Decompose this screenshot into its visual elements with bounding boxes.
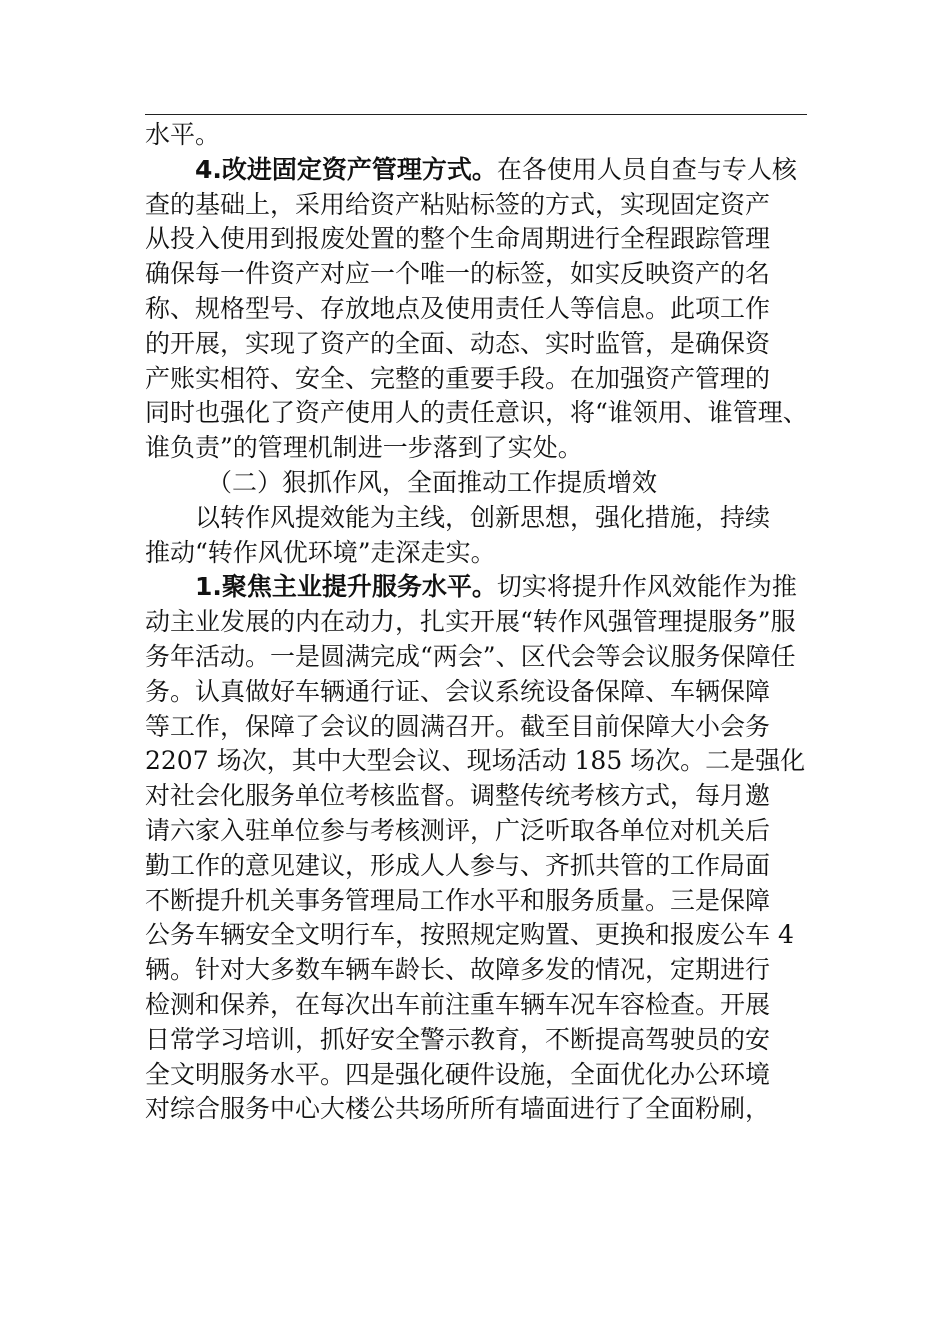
text-line: 日常学习培训，抓好安全警示教育，不断提高驾驶员的安 — [145, 1024, 771, 1054]
text-line: 2207 场次，其中大型会议、现场活动 185 场次。二是强化 — [145, 746, 806, 776]
text-line: 检测和保养，在每次出车前注重车辆车况车容检查。开展 — [145, 989, 771, 1019]
text-line: 确保每一件资产对应一个唯一的标签，如实反映资产的名 — [145, 259, 771, 289]
text-line: 谁负责”的管理机制进一步落到了实处。 — [145, 433, 583, 463]
item-heading: 1.聚焦主业提升服务水平。 — [195, 572, 497, 602]
text-run: 在各使用人员自查与专人核 — [496, 154, 797, 184]
text-line: 同时也强化了资产使用人的责任意识，将“谁领用、谁管理、 — [145, 398, 808, 428]
text-line: 等工作，保障了会议的圆满召开。截至目前保障大小会务 — [145, 711, 771, 741]
text-line: 务。认真做好车辆通行证、会议系统设备保障、车辆保障 — [145, 676, 771, 706]
text-line: 不断提升机关事务管理局工作水平和服务质量。三是保障 — [145, 885, 771, 915]
text-line: 请六家入驻单位参与考核测评，广泛听取各单位对机关后 — [145, 815, 771, 845]
text-line: 辆。针对大多数车辆车龄长、故障多发的情况，定期进行 — [145, 955, 771, 985]
text-line — [145, 153, 825, 188]
text-line: 的开展，实现了资产的全面、动态、实时监管，是确保资 — [145, 328, 771, 358]
body-text — [145, 118, 825, 1127]
text-line: 推动“转作风优环境”走深走实。 — [145, 537, 496, 567]
text-line: 查的基础上，采用给资产粘贴标签的方式，实现固定资产 — [145, 189, 771, 219]
text-line: 从投入使用到报废处置的整个生命周期进行全程跟踪管理 — [145, 224, 771, 254]
text-line: 公务车辆安全文明行车，按照规定购置、更换和报废公车 4 — [145, 920, 794, 950]
text-line: 对综合服务中心大楼公共场所所有墙面进行了全面粉刷， — [145, 1094, 771, 1124]
text-line: 产账实相符、安全、完整的重要手段。在加强资产管理的 — [145, 363, 771, 393]
text-line: 水平。 — [145, 120, 221, 149]
text-line — [145, 570, 825, 605]
item-heading: 4.改进固定资产管理方式。 — [195, 154, 497, 184]
text-line: 称、规格型号、存放地点及使用责任人等信息。此项工作 — [145, 293, 771, 323]
text-line: 动主业发展的内在动力，扎实开展“转作风强管理提服务”服 — [145, 607, 796, 637]
text-line: 全文明服务水平。四是强化硬件设施，全面优化办公环境 — [145, 1059, 771, 1089]
header-rule — [145, 114, 807, 115]
text-line: 勤工作的意见建议，形成人人参与、齐抓共管的工作局面 — [145, 850, 771, 880]
section-heading: （二）狠抓作风，全面推动工作提质增效 — [207, 467, 658, 497]
text-line: 务年活动。一是圆满完成“两会”、区代会等会议服务保障任 — [145, 641, 796, 671]
text-line: 以转作风提效能为主线，创新思想，强化措施，持续 — [195, 502, 771, 532]
text-run: 切实将提升作风效能作为推 — [496, 572, 797, 602]
text-line: 对社会化服务单位考核监督。调整传统考核方式，每月邀 — [145, 781, 771, 811]
